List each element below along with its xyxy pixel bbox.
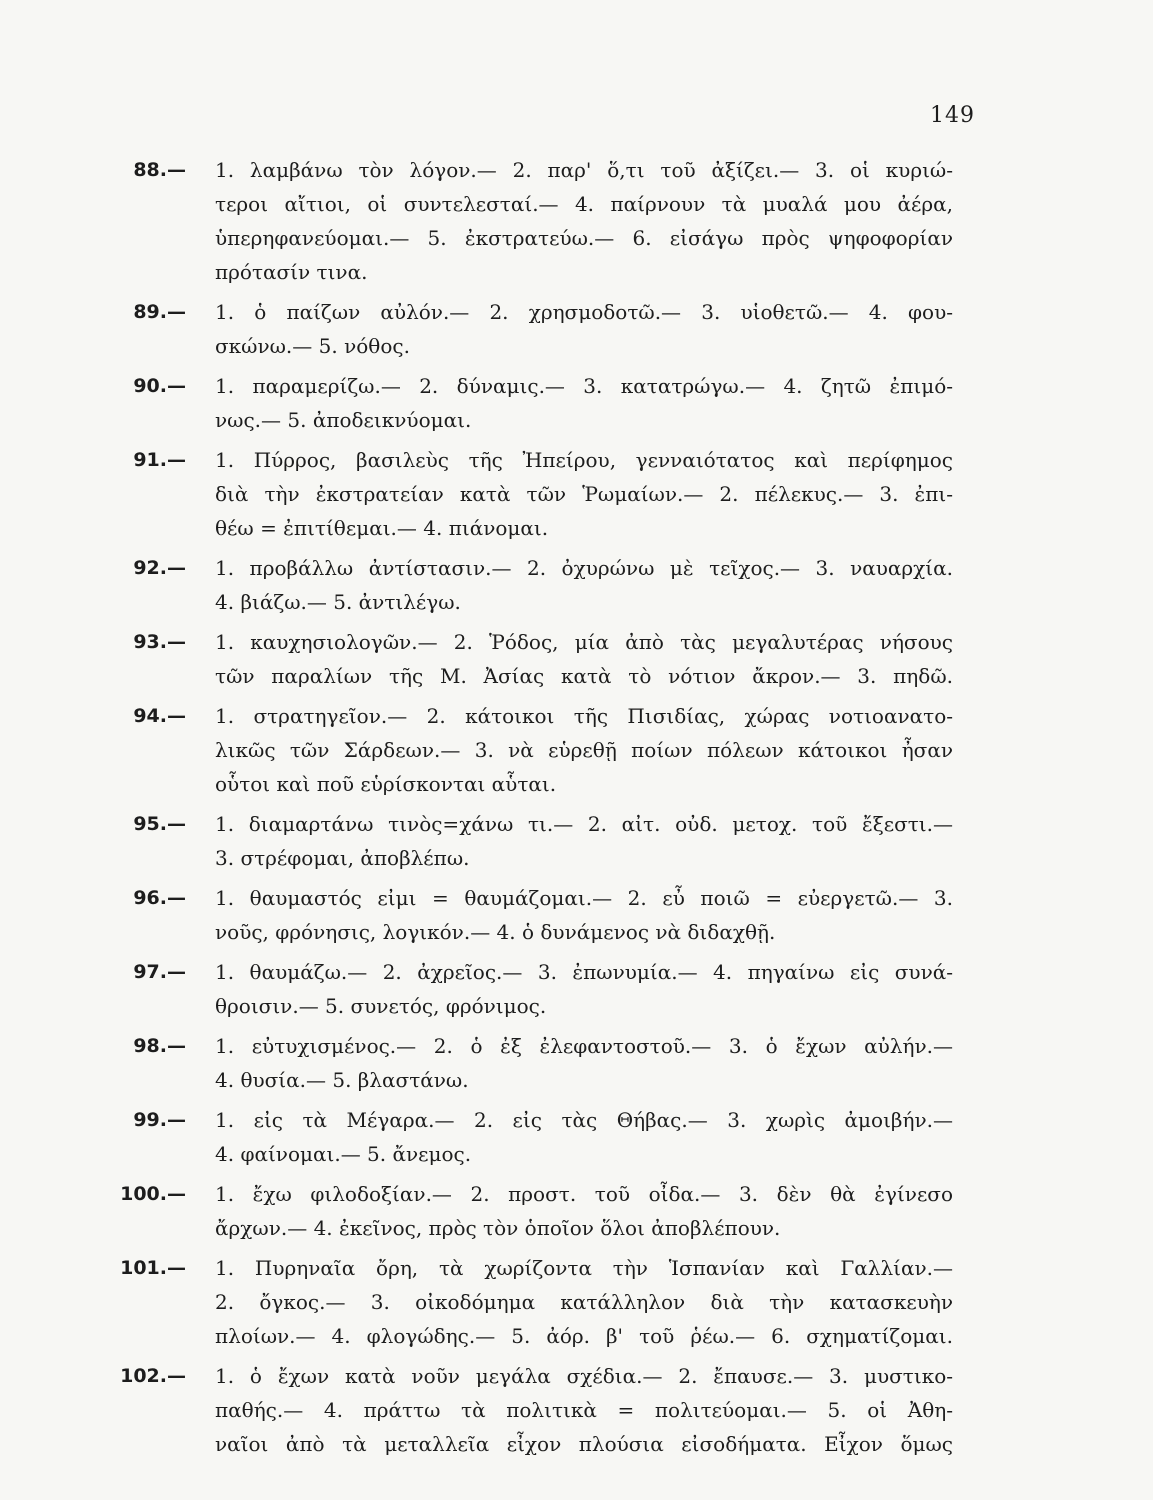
entry-101 bbox=[0, 1251, 1153, 1353]
entry-number: 98.— bbox=[133, 1035, 186, 1057]
entry-text bbox=[215, 955, 953, 1023]
entry-line: 1. θαυμαστός εἰμι = θαυμάζομαι.— 2. εὖ ποιῶ = εὐεργετῶ.— 3. bbox=[215, 886, 953, 910]
entry-line: 4. βιάζω.— 5. ἀντιλέγω. bbox=[215, 590, 461, 614]
entry-line: 1. εἰς τὰ Μέγαρα.— 2. εἰς τὰς Θήβας.— 3. χωρὶς ἀμοιβήν.— bbox=[215, 1108, 953, 1132]
entry-number: 89.— bbox=[133, 301, 186, 323]
entry-text bbox=[215, 881, 953, 949]
entry-line: θροισιν.— 5. συνετός, φρόνιμος. bbox=[215, 994, 547, 1018]
entry-line: 2. ὄγκος.— 3. οἰκοδόμημα κατάλληλον διὰ τὴν κατασκευὴν bbox=[215, 1290, 953, 1314]
entry-98 bbox=[0, 1029, 1153, 1097]
entry-text bbox=[215, 807, 953, 875]
entry-line: 1. Πυρηναῖα ὄρη, τὰ χωρίζοντα τὴν Ἱσπανίαν καὶ Γαλλίαν.— bbox=[215, 1256, 953, 1280]
entry-line: 1. ὁ παίζων αὐλόν.— 2. χρησμοδοτῶ.— 3. υἱοθετῶ.— 4. φου- bbox=[215, 300, 953, 324]
entry-88 bbox=[0, 153, 1153, 289]
entry-line: πλοίων.— 4. φλογώδης.— 5. ἀόρ. β' τοῦ ῥέω.— 6. σχηματίζομαι. bbox=[215, 1324, 953, 1348]
entry-96 bbox=[0, 881, 1153, 949]
entry-number: 93.— bbox=[133, 631, 186, 653]
entry-line: 1. ὁ ἔχων κατὰ νοῦν μεγάλα σχέδια.— 2. ἔπαυσε.— 3. μυστικο- bbox=[215, 1364, 953, 1388]
entry-line: 1. Πύρρος, βασιλεὺς τῆς Ἠπείρου, γενναιότατος καὶ περίφημος bbox=[215, 448, 953, 472]
entry-line: οὗτοι καὶ ποῦ εὑρίσκονται αὗται. bbox=[215, 772, 557, 796]
entry-100 bbox=[0, 1177, 1153, 1245]
entry-line: διὰ τὴν ἐκστρατείαν κατὰ τῶν Ῥωμαίων.— 2. πέλεκυς.— 3. ἐπι- bbox=[215, 482, 953, 506]
entry-line: τεροι αἴτιοι, οἱ συντελεσταί.— 4. παίρνουν τὰ μυαλά μου ἀέρα, bbox=[215, 192, 953, 216]
entry-line: 4. θυσία.— 5. βλαστάνω. bbox=[215, 1068, 469, 1092]
entry-number: 100.— bbox=[120, 1183, 186, 1205]
entry-text bbox=[215, 1251, 953, 1353]
entry-line: τῶν παραλίων τῆς Μ. Ἀσίας κατὰ τὸ νότιον ἄκρον.— 3. πηδῶ. bbox=[215, 664, 953, 688]
entry-number: 97.— bbox=[133, 961, 186, 983]
entry-number: 94.— bbox=[133, 705, 186, 727]
entry-text bbox=[215, 1029, 953, 1097]
page-number: 149 bbox=[930, 103, 975, 128]
entry-number: 91.— bbox=[133, 449, 186, 471]
entry-line: 1. εὐτυχισμένος.— 2. ὁ ἐξ ἐλεφαντοστοῦ.— 3. ὁ ἔχων αὐλήν.— bbox=[215, 1034, 953, 1058]
entry-number: 102.— bbox=[120, 1365, 186, 1387]
entry-97 bbox=[0, 955, 1153, 1023]
entry-list bbox=[0, 153, 1153, 1467]
entry-number: 95.— bbox=[133, 813, 186, 835]
entry-line: 1. καυχησιολογῶν.— 2. Ῥόδος, μία ἀπὸ τὰς μεγαλυτέρας νήσους bbox=[215, 630, 953, 654]
entry-line: νοῦς, φρόνησις, λογικόν.— 4. ὁ δυνάμενος νὰ διδαχθῇ. bbox=[215, 920, 776, 944]
entry-line: 1. προβάλλω ἀντίστασιν.— 2. ὀχυρώνω μὲ τεῖχος.— 3. ναυαρχία. bbox=[215, 556, 953, 580]
entry-text bbox=[215, 443, 953, 545]
entry-91 bbox=[0, 443, 1153, 545]
entry-92 bbox=[0, 551, 1153, 619]
entry-line: 1. ἔχω φιλοδοξίαν.— 2. προστ. τοῦ οἶδα.— 3. δὲν θὰ ἐγίνεσο bbox=[215, 1182, 953, 1206]
entry-line: νως.— 5. ἀποδεικνύομαι. bbox=[215, 408, 472, 432]
entry-102 bbox=[0, 1359, 1153, 1461]
entry-line: 1. στρατηγεῖον.— 2. κάτοικοι τῆς Πισιδίας, χώρας νοτιοανατο- bbox=[215, 704, 953, 728]
entry-line: 3. στρέφομαι, ἀποβλέπω. bbox=[215, 846, 470, 870]
entry-94 bbox=[0, 699, 1153, 801]
entry-text bbox=[215, 551, 953, 619]
entry-text bbox=[215, 1103, 953, 1171]
entry-95 bbox=[0, 807, 1153, 875]
entry-text bbox=[215, 699, 953, 801]
entry-number: 90.— bbox=[133, 375, 186, 397]
entry-number: 96.— bbox=[133, 887, 186, 909]
entry-93 bbox=[0, 625, 1153, 693]
entry-line: παθής.— 4. πράττω τὰ πολιτικὰ = πολιτεύομαι.— 5. οἱ Ἀθη- bbox=[215, 1398, 953, 1422]
entry-number: 99.— bbox=[133, 1109, 186, 1131]
entry-number: 92.— bbox=[133, 557, 186, 579]
entry-text bbox=[215, 153, 953, 289]
entry-text bbox=[215, 369, 953, 437]
entry-line: πρότασίν τινα. bbox=[215, 260, 368, 284]
entry-line: 4. φαίνομαι.— 5. ἄνεμος. bbox=[215, 1142, 472, 1166]
entry-line: σκώνω.— 5. νόθος. bbox=[215, 334, 410, 358]
entry-number: 101.— bbox=[120, 1257, 186, 1279]
entry-line: λικῶς τῶν Σάρδεων.— 3. νὰ εὑρεθῇ ποίων πόλεων κάτοικοι ἦσαν bbox=[215, 738, 953, 762]
entry-line: 1. παραμερίζω.— 2. δύναμις.— 3. κατατρώγω.— 4. ζητῶ ἐπιμό- bbox=[215, 374, 953, 398]
entry-89 bbox=[0, 295, 1153, 363]
entry-90 bbox=[0, 369, 1153, 437]
entry-line: θέω = ἐπιτίθεμαι.— 4. πιάνομαι. bbox=[215, 516, 549, 540]
entry-line: 1. θαυμάζω.— 2. ἀχρεῖος.— 3. ἐπωνυμία.— 4. πηγαίνω εἰς συνά- bbox=[215, 960, 953, 984]
entry-line: ὑπερηφανεύομαι.— 5. ἐκστρατεύω.— 6. εἰσάγω πρὸς ψηφοφορίαν bbox=[215, 226, 953, 250]
entry-line: 1. διαμαρτάνω τινὸς=χάνω τι.— 2. αἰτ. οὐδ. μετοχ. τοῦ ἔξεστι.— bbox=[215, 812, 953, 836]
entry-line: 1. λαμβάνω τὸν λόγον.— 2. παρ' ὅ,τι τοῦ ἀξίζει.— 3. οἱ κυριώ- bbox=[215, 158, 953, 182]
entry-text bbox=[215, 1177, 953, 1245]
entry-line: ναῖοι ἀπὸ τὰ μεταλλεῖα εἶχον πλούσια εἰσοδήματα. Εἶχον ὅμως bbox=[215, 1432, 953, 1456]
entry-99 bbox=[0, 1103, 1153, 1171]
entry-text bbox=[215, 295, 953, 363]
entry-number: 88.— bbox=[133, 159, 186, 181]
entry-text bbox=[215, 625, 953, 693]
entry-text bbox=[215, 1359, 953, 1461]
entry-line: ἄρχων.— 4. ἐκεῖνος, πρὸς τὸν ὁποῖον ὅλοι ἀποβλέπουν. bbox=[215, 1216, 781, 1240]
